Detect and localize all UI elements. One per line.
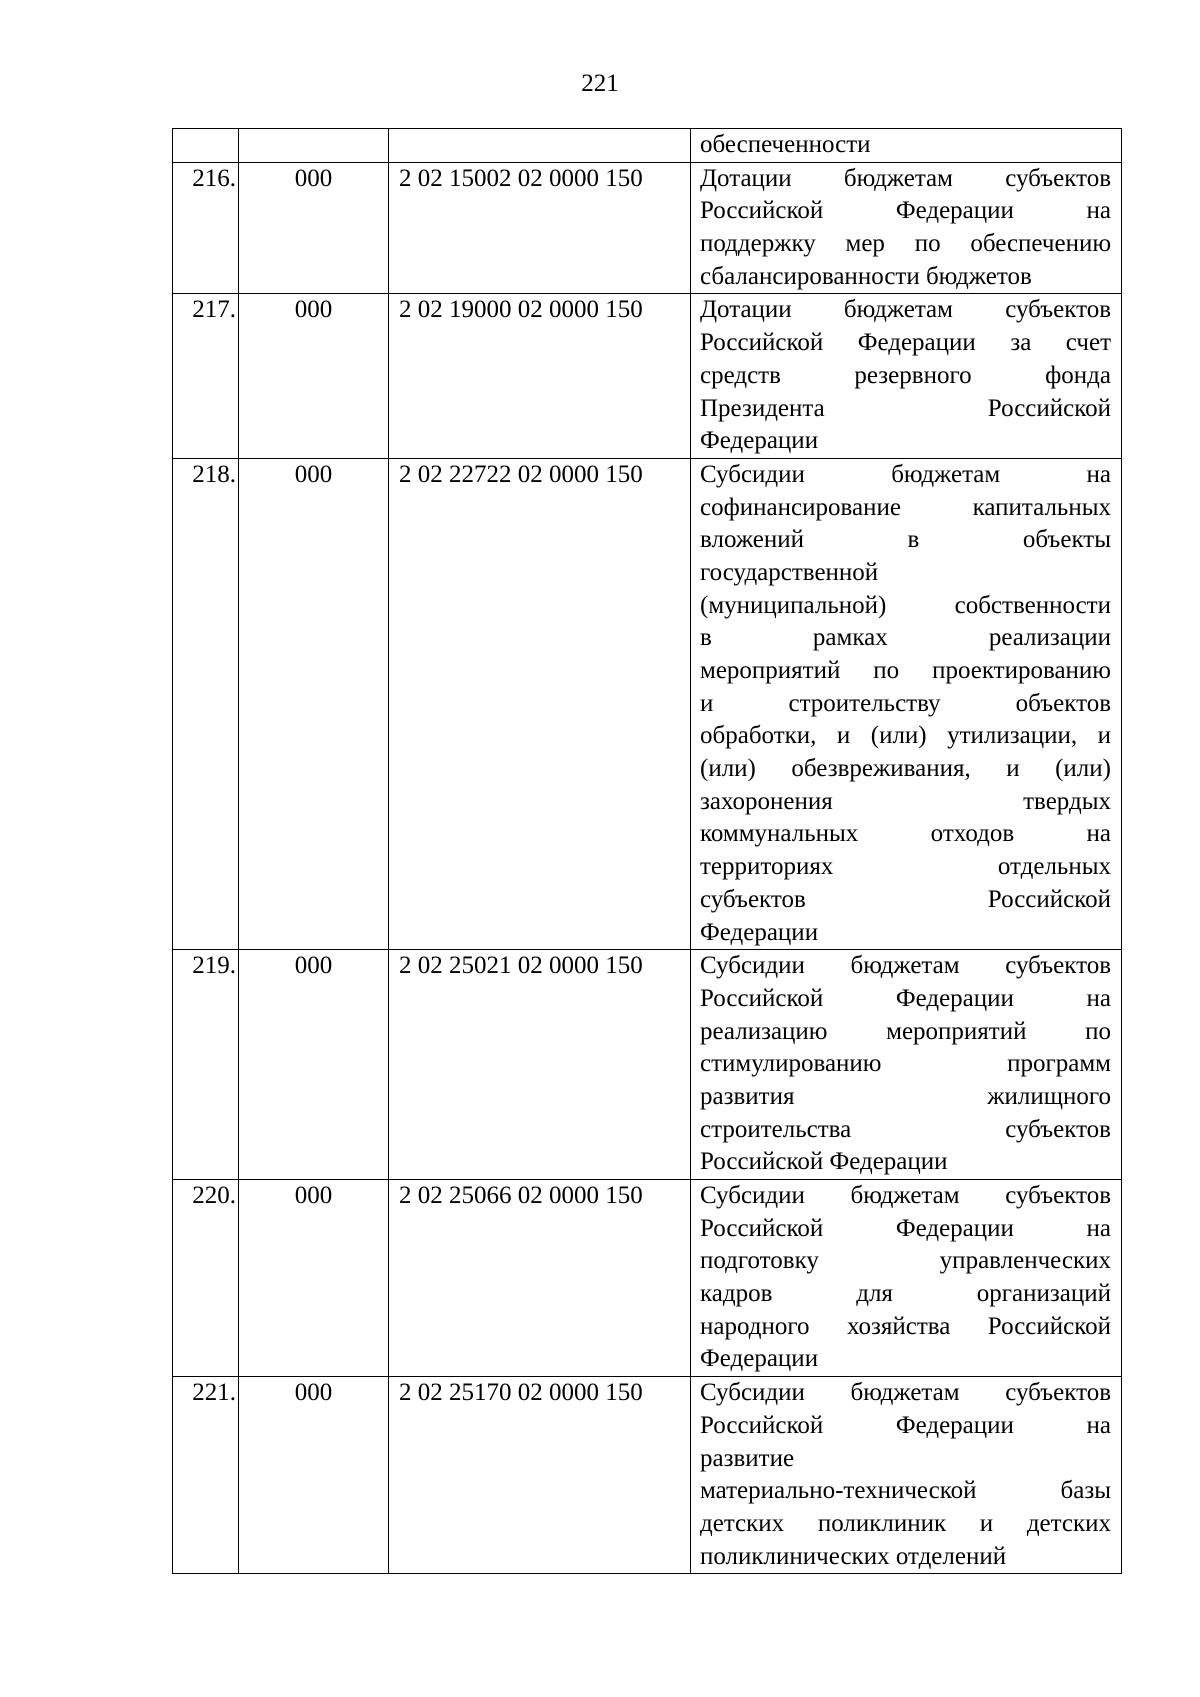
revenue-name-line: сбалансированности бюджетов: [700, 262, 1032, 290]
revenue-name-line: вложений в объекты: [700, 526, 1111, 554]
revenue-name-line: подготовку управленческих: [700, 1247, 1111, 1275]
revenue-name-line: Дотации бюджетам субъектов: [700, 296, 1111, 324]
revenue-name-line: (или) обезвреживания, и (или): [700, 755, 1111, 783]
revenue-name-line: обеспеченности: [700, 131, 871, 158]
administrator-code-cell: 000: [239, 950, 389, 1180]
table-row: [173, 458, 1122, 949]
revenue-name-line: детских поликлиник и детских: [700, 1509, 1111, 1537]
revenue-code-cell: [389, 129, 691, 163]
revenue-name-line: Президента Российской: [700, 394, 1111, 422]
revenue-code-cell: 2 02 25066 02 0000 150: [389, 1180, 691, 1377]
row-number-cell: 221.: [173, 1377, 239, 1574]
revenue-name-line: развития жилищного: [700, 1082, 1111, 1110]
revenue-name-line: государственной: [700, 558, 879, 586]
revenue-name-line: реализацию мероприятий по: [700, 1017, 1111, 1045]
revenue-name-line: Российской Федерации на: [700, 984, 1111, 1012]
administrator-code-cell: [239, 129, 389, 163]
revenue-name-line: обработки, и (или) утилизации, и: [700, 722, 1111, 750]
revenue-name-line: коммунальных отходов на: [700, 820, 1111, 848]
table-row: [173, 129, 1122, 163]
revenue-name-line: Дотации бюджетам субъектов: [700, 164, 1111, 192]
administrator-code-cell: 000: [239, 1377, 389, 1574]
revenue-code-cell: 2 02 15002 02 0000 150: [389, 162, 691, 294]
table-row: [173, 1180, 1122, 1377]
revenue-name-line: Субсидии бюджетам на: [700, 460, 1111, 488]
revenue-name-line: материально-технической базы: [700, 1477, 1111, 1505]
revenue-name-line: Субсидии бюджетам субъектов: [700, 952, 1111, 980]
revenue-name-line: Субсидии бюджетам субъектов: [700, 1379, 1111, 1407]
revenue-code-cell: 2 02 25021 02 0000 150: [389, 950, 691, 1180]
revenue-name-line: территориях отдельных: [700, 853, 1111, 881]
table-row: [173, 950, 1122, 1180]
revenue-code-cell: 2 02 19000 02 0000 150: [389, 294, 691, 458]
revenue-name-line: захоронения твердых: [700, 787, 1111, 815]
table-row: [173, 162, 1122, 294]
revenue-name-line: софинансирование капитальных: [700, 493, 1111, 521]
revenue-name-line: в рамках реализации: [700, 624, 1111, 652]
revenue-name-cell: [691, 458, 1122, 949]
row-number-cell: 220.: [173, 1180, 239, 1377]
row-number-cell: 217.: [173, 294, 239, 458]
revenue-name-line: средств резервного фонда: [700, 361, 1111, 389]
revenue-name-line: Российской Федерации на: [700, 1214, 1111, 1242]
revenue-name-line: кадров для организаций: [700, 1280, 1111, 1308]
revenue-name-line: народного хозяйства Российской: [700, 1312, 1111, 1340]
revenue-name-cell: [691, 1377, 1122, 1574]
revenue-name-line: мероприятий по проектированию: [700, 657, 1111, 684]
revenue-name-line: Российской Федерации на: [700, 1411, 1111, 1439]
revenue-name-line: Федерации: [700, 427, 819, 455]
revenue-name-line: Российской Федерации: [700, 1148, 948, 1176]
revenue-name-line: строительства субъектов: [700, 1115, 1111, 1143]
row-number-cell: 218.: [173, 458, 239, 949]
revenue-name-cell: [691, 950, 1122, 1180]
row-number-cell: 219.: [173, 950, 239, 1180]
table-row: [173, 294, 1122, 458]
row-number-cell: [173, 129, 239, 163]
administrator-code-cell: 000: [239, 162, 389, 294]
page-number: 221: [581, 70, 619, 97]
revenue-name-line: поликлинических отделений: [700, 1542, 1007, 1570]
revenue-name-line: Российской Федерации за счет: [700, 329, 1111, 357]
revenue-code-cell: 2 02 25170 02 0000 150: [389, 1377, 691, 1574]
revenue-name-cell: [691, 1180, 1122, 1377]
revenue-name-cell: [691, 294, 1122, 458]
administrator-code-cell: 000: [239, 294, 389, 458]
revenue-name-line: стимулированию программ: [700, 1050, 1111, 1078]
revenue-name-line: Российской Федерации на: [700, 197, 1111, 225]
budget-revenue-table: [172, 128, 1122, 1574]
table-body: [173, 129, 1122, 1574]
revenue-name-line: (муниципальной) собственности: [700, 591, 1111, 619]
administrator-code-cell: 000: [239, 458, 389, 949]
revenue-name-line: и строительству объектов: [700, 689, 1111, 717]
revenue-name-line: поддержку мер по обеспечению: [700, 230, 1111, 258]
revenue-name-cell: [691, 129, 1122, 163]
revenue-name-line: Федерации: [700, 1345, 819, 1373]
revenue-name-line: субъектов Российской: [700, 885, 1111, 913]
revenue-name-line: Федерации: [700, 918, 819, 946]
revenue-code-cell: 2 02 22722 02 0000 150: [389, 458, 691, 949]
row-number-cell: 216.: [173, 162, 239, 294]
revenue-name-line: развитие: [700, 1444, 795, 1472]
revenue-name-line: Субсидии бюджетам субъектов: [700, 1182, 1111, 1209]
revenue-name-cell: [691, 162, 1122, 294]
table-row: [173, 1377, 1122, 1574]
administrator-code-cell: 000: [239, 1180, 389, 1377]
